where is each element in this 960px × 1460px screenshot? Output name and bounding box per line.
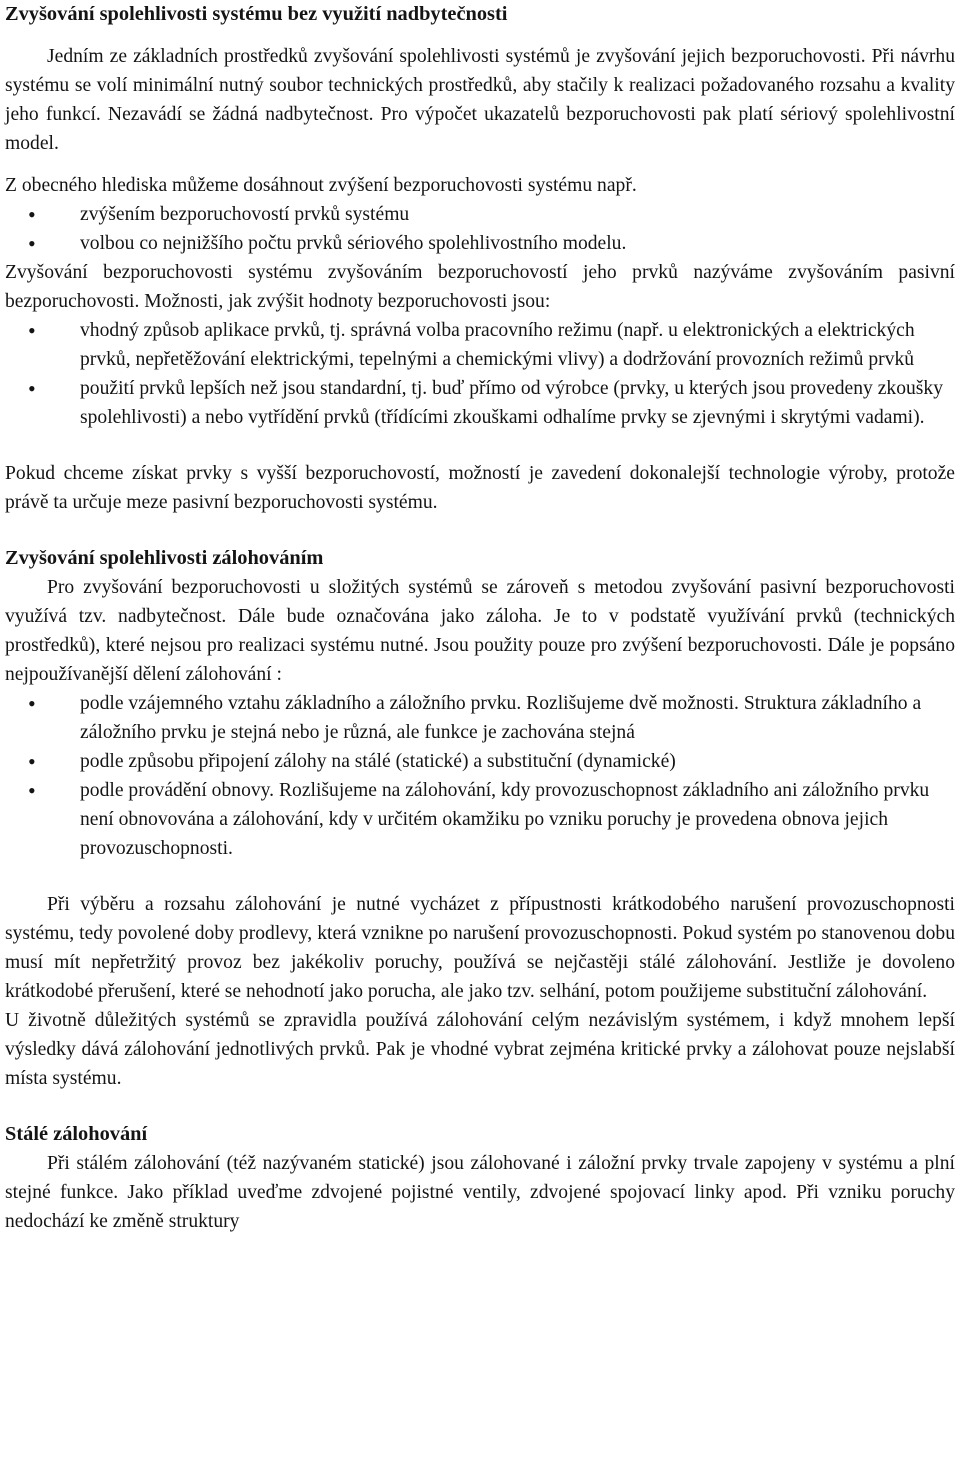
bullet-list [5,689,955,863]
list-item: • vhodný způsob aplikace prvků, tj. správná volba pracovního režimu (např. u elektronických a elektrických prvků, nepřetěžování elektrickými, tepelnými a chemickými vlivy) a dodržování provozních režimů prvků [5,316,955,374]
section-heading-redundancy: Zvyšování spolehlivosti zálohováním [5,547,324,569]
section-heading-without-redundancy: Zvyšování spolehlivosti systému bez využití nadbytečnosti [5,3,508,25]
section-heading-static-redundancy: Stálé zálohování [5,1123,148,1145]
list-item: • podle provádění obnovy. Rozlišujeme na zálohování, kdy provozuschopnost základního ani záložního prvku není obnovována a zálohování, kdy v určitém okamžiku po vzniku poruchy je provedena obnova jejich provozuschopnosti. [5,776,955,863]
list-item: • zvýšením bezporuchovostí prvků systému [5,200,955,229]
list-item: • použití prvků lepších než jsou standardní, tj. buď přímo od výrobce (prvky, u kterých jsou provedeny zkoušky spolehlivosti) a nebo vytřídění prvků (třídícími zkouškami odhalíme prvky se zjevnými i skrytými vadami). [5,374,955,432]
paragraph: U životně důležitých systémů se zpravidla používá zálohování celým nezávislým systémem, i když mnohem lepší výsledky dává zálohování jednotlivých prvků. Pak je vhodné vybrat zejména kritické prvky a zálohovat pouze nejslabší místa systému. [5,1010,955,1089]
list-item: • volbou co nejnižšího počtu prvků sériového spolehlivostního modelu. [5,229,955,258]
paragraph: Při stálém zálohování (též nazývaném statické) jsou zálohované i záložní prvky trvale zapojeny v systému a plní stejné funkce. Jako příklad uveďme zdvojené pojistné ventily, zdvojené spojovací linky apod. Při vzniku poruchy nedochází ke změně struktury [5,1153,955,1232]
list-item: • podle způsobu připojení zálohy na stálé (statické) a substituční (dynamické) [5,747,955,776]
bullet-list [5,200,955,258]
bullet-list [5,316,955,432]
paragraph: Zvyšování bezporuchovosti systému zvyšováním bezporuchovostí jeho prvků nazýváme zvyšováním pasivní bezporuchovosti. Možnosti, jak zvýšit hodnoty bezporuchovosti jsou: [5,262,955,312]
paragraph: Jedním ze základních prostředků zvyšování spolehlivosti systémů je zvyšování jejich bezporuchovosti. Při návrhu systému se volí minimální nutný soubor technických prostředků, aby stačily k realizaci požadovaného rozsahu a kvality jeho funkcí. Nezavádí se žádná nadbytečnost. Pro výpočet ukazatelů bezporuchovosti pak platí sériový spolehlivostní model. [5,46,955,154]
paragraph: Pro zvyšování bezporuchovosti u složitých systémů se zároveň s metodou zvyšování pasivní bezporuchovosti využívá tzv. nadbytečnost. Dále bude označována jako záloha. Je to v podstatě využívání prvků (technických prostředků), které nejsou pro realizaci systému nutné. Jsou použity pouze pro zvýšení bezporuchovosti. Dále je popsáno nejpoužívanější dělení zálohování : [5,577,955,685]
paragraph: Pokud chceme získat prvky s vyšší bezporuchovostí, možností je zavedení dokonalejší technologie výroby, protože právě ta určuje meze pasivní bezporuchovosti systému. [5,463,955,513]
paragraph: Z obecného hlediska můžeme dosáhnout zvýšení bezporuchovosti systému např. [5,175,637,196]
paragraph: Při výběru a rozsahu zálohování je nutné vycházet z přípustnosti krátkodobého narušení provozuschopnosti systému, tedy povolené doby prodlevy, která vznikne po narušení provozuschopnosti. Pokud systém po stanovenou dobu musí mít nepřetržitý provoz bez jakékoliv poruchy, používá se nejčastěji stálé zálohování. Jestliže je dovoleno krátkodobé přerušení, které se nehodnotí jako porucha, ale jako tzv. selhání, potom použijeme substituční zálohování. [5,894,955,1002]
list-item: • podle vzájemného vztahu základního a záložního prvku. Rozlišujeme dvě možnosti. Struktura základního a záložního prvku je stejná nebo je různá, ale funkce je zachována stejná [5,689,955,747]
